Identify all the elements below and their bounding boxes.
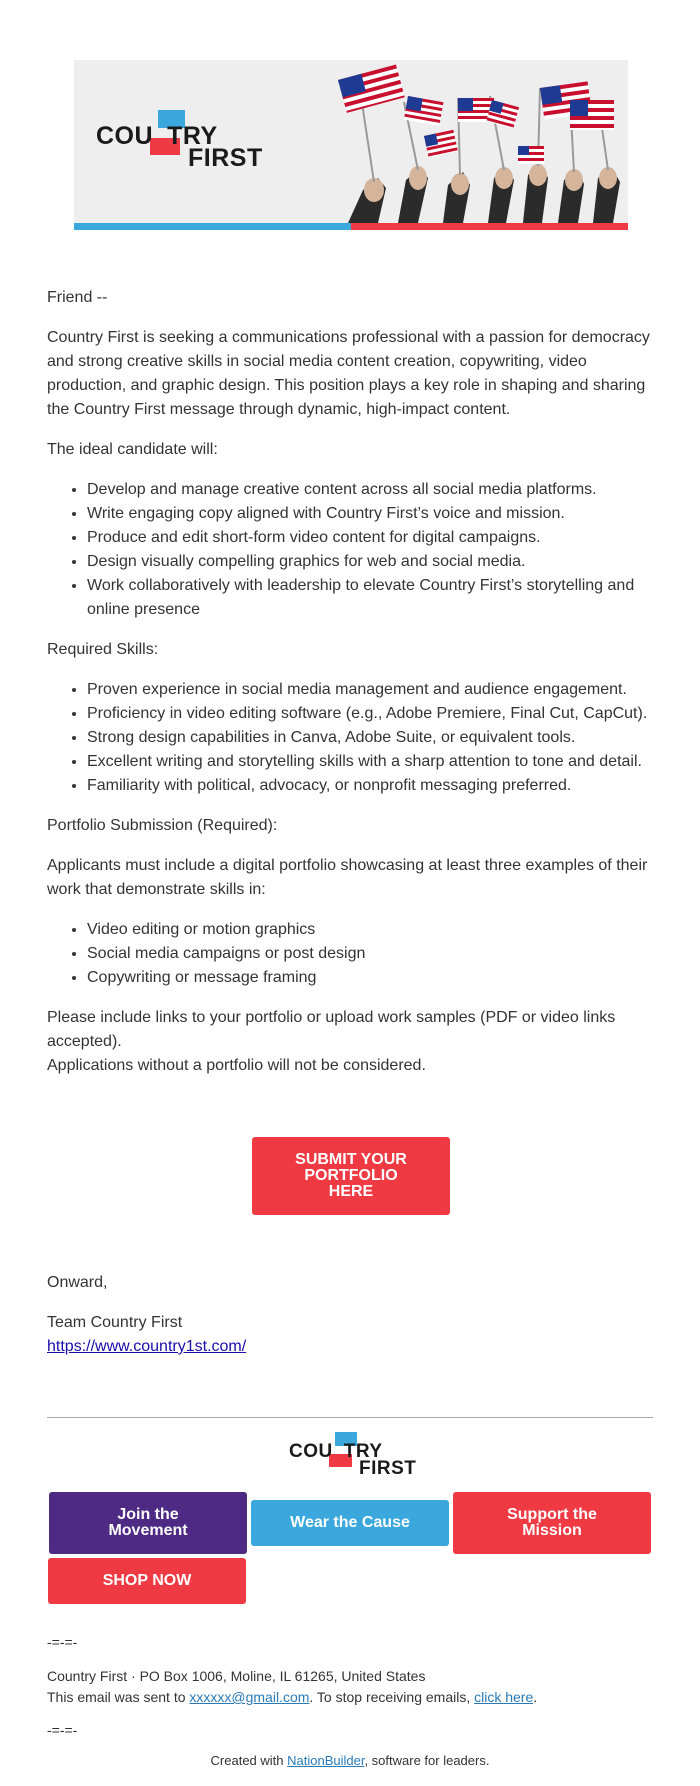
list-item: • Social media campaigns or post design: [87, 942, 657, 966]
submit-portfolio-label: SUBMIT YOUR PORTFOLIO HERE: [295, 1151, 407, 1200]
footer-divider: [47, 1417, 653, 1418]
list-item: • Design visually compelling graphics for web and social media.: [87, 550, 657, 574]
footer-logo: [289, 1432, 419, 1479]
banner-stripe-blue: [74, 223, 351, 230]
footer-address-block: [47, 1666, 657, 1708]
wear-cause-button[interactable]: [251, 1500, 449, 1546]
list-item: • Proven experience in social media management and audience engagement.: [87, 678, 657, 702]
portfolio-note-line1: Please include links to your portfolio or upload work samples (PDF or video links accepted).: [47, 1009, 616, 1050]
intro-paragraph: Country First is seeking a communications professional with a passion for democracy and strong creative skills in social media content creation, copywriting, video production, and graphic design. This position plays a key role in shaping and sharing the Country First message through dynamic, high-impact content.: [47, 329, 650, 418]
nationbuilder-link[interactable]: NationBuilder: [287, 1753, 365, 1768]
list-item: • Work collaboratively with leadership to elevate Country First’s storytelling and online presence: [87, 574, 657, 622]
support-mission-label: Support the Mission: [507, 1506, 597, 1539]
flags-illustration: [308, 60, 628, 223]
join-movement-label: Join the Movement: [108, 1506, 188, 1539]
sent-notice: This email was sent to xxxxxx@gmail.com. To stop receiving emails, click here.: [47, 1689, 538, 1705]
shop-now-label: SHOP NOW: [102, 1572, 192, 1589]
created-with: Created with NationBuilder, software for leaders.: [210, 1753, 490, 1768]
list-item: • Write engaging copy aligned with Country First’s voice and mission.: [87, 502, 657, 526]
country-first-logo: [96, 112, 266, 172]
list-item: • Strong design capabilities in Canva, Adobe Suite, or equivalent tools.: [87, 726, 657, 750]
shop-now-button[interactable]: [48, 1558, 246, 1604]
recipient-email-link[interactable]: xxxxxx@gmail.com: [189, 1689, 310, 1705]
footer-logo-line2: FIRST: [359, 1458, 417, 1479]
footer-logo-line1: COU TRY: [289, 1441, 383, 1462]
header-banner: [74, 60, 628, 230]
banner-stripe-red: [351, 223, 628, 230]
portfolio-heading: Portfolio Submission (Required):: [47, 817, 278, 834]
ideal-heading: The ideal candidate will:: [47, 441, 218, 458]
greeting: Friend --: [47, 289, 108, 306]
list-item: • Produce and edit short-form video content for digital campaigns.: [87, 526, 657, 550]
join-movement-button[interactable]: [49, 1492, 247, 1554]
unsubscribe-link[interactable]: click here: [474, 1689, 534, 1705]
portfolio-note-line2: Applications without a portfolio will not be considered.: [47, 1057, 426, 1074]
submit-portfolio-button[interactable]: [252, 1137, 450, 1215]
list-item: • Proficiency in video editing software (e.g., Adobe Premiere, Final Cut, CapCut).: [87, 702, 657, 726]
closing: Onward,: [47, 1274, 108, 1291]
signature: Team Country First: [47, 1314, 183, 1331]
logo-text-line2: FIRST: [188, 144, 263, 172]
ideal-list: [47, 478, 657, 622]
skills-heading: Required Skills:: [47, 641, 159, 658]
website-link[interactable]: https://www.country1st.com/: [47, 1338, 247, 1355]
wear-cause-label: Wear the Cause: [290, 1514, 410, 1531]
list-item: • Excellent writing and storytelling skills with a sharp attention to tone and detail.: [87, 750, 657, 774]
signature-block: [47, 1311, 657, 1359]
portfolio-list: [47, 918, 657, 990]
skills-list: [47, 678, 657, 798]
portfolio-note: [47, 1006, 657, 1078]
list-item: • Familiarity with political, advocacy, or nonprofit messaging preferred.: [87, 774, 657, 798]
separator-bottom: -=-=-: [47, 1722, 78, 1738]
list-item: • Develop and manage creative content across all social media platforms.: [87, 478, 657, 502]
portfolio-intro: Applicants must include a digital portfolio showcasing at least three examples of their work that demonstrate skills in:: [47, 857, 648, 898]
list-item: • Copywriting or message framing: [87, 966, 657, 990]
logo-text-line1: COU TRY: [96, 122, 218, 150]
address: Country First · PO Box 1006, Moline, IL 61265, United States: [47, 1668, 426, 1684]
list-item: • Video editing or motion graphics: [87, 918, 657, 942]
separator-top: -=-=-: [47, 1634, 78, 1650]
support-mission-button[interactable]: [453, 1492, 651, 1554]
